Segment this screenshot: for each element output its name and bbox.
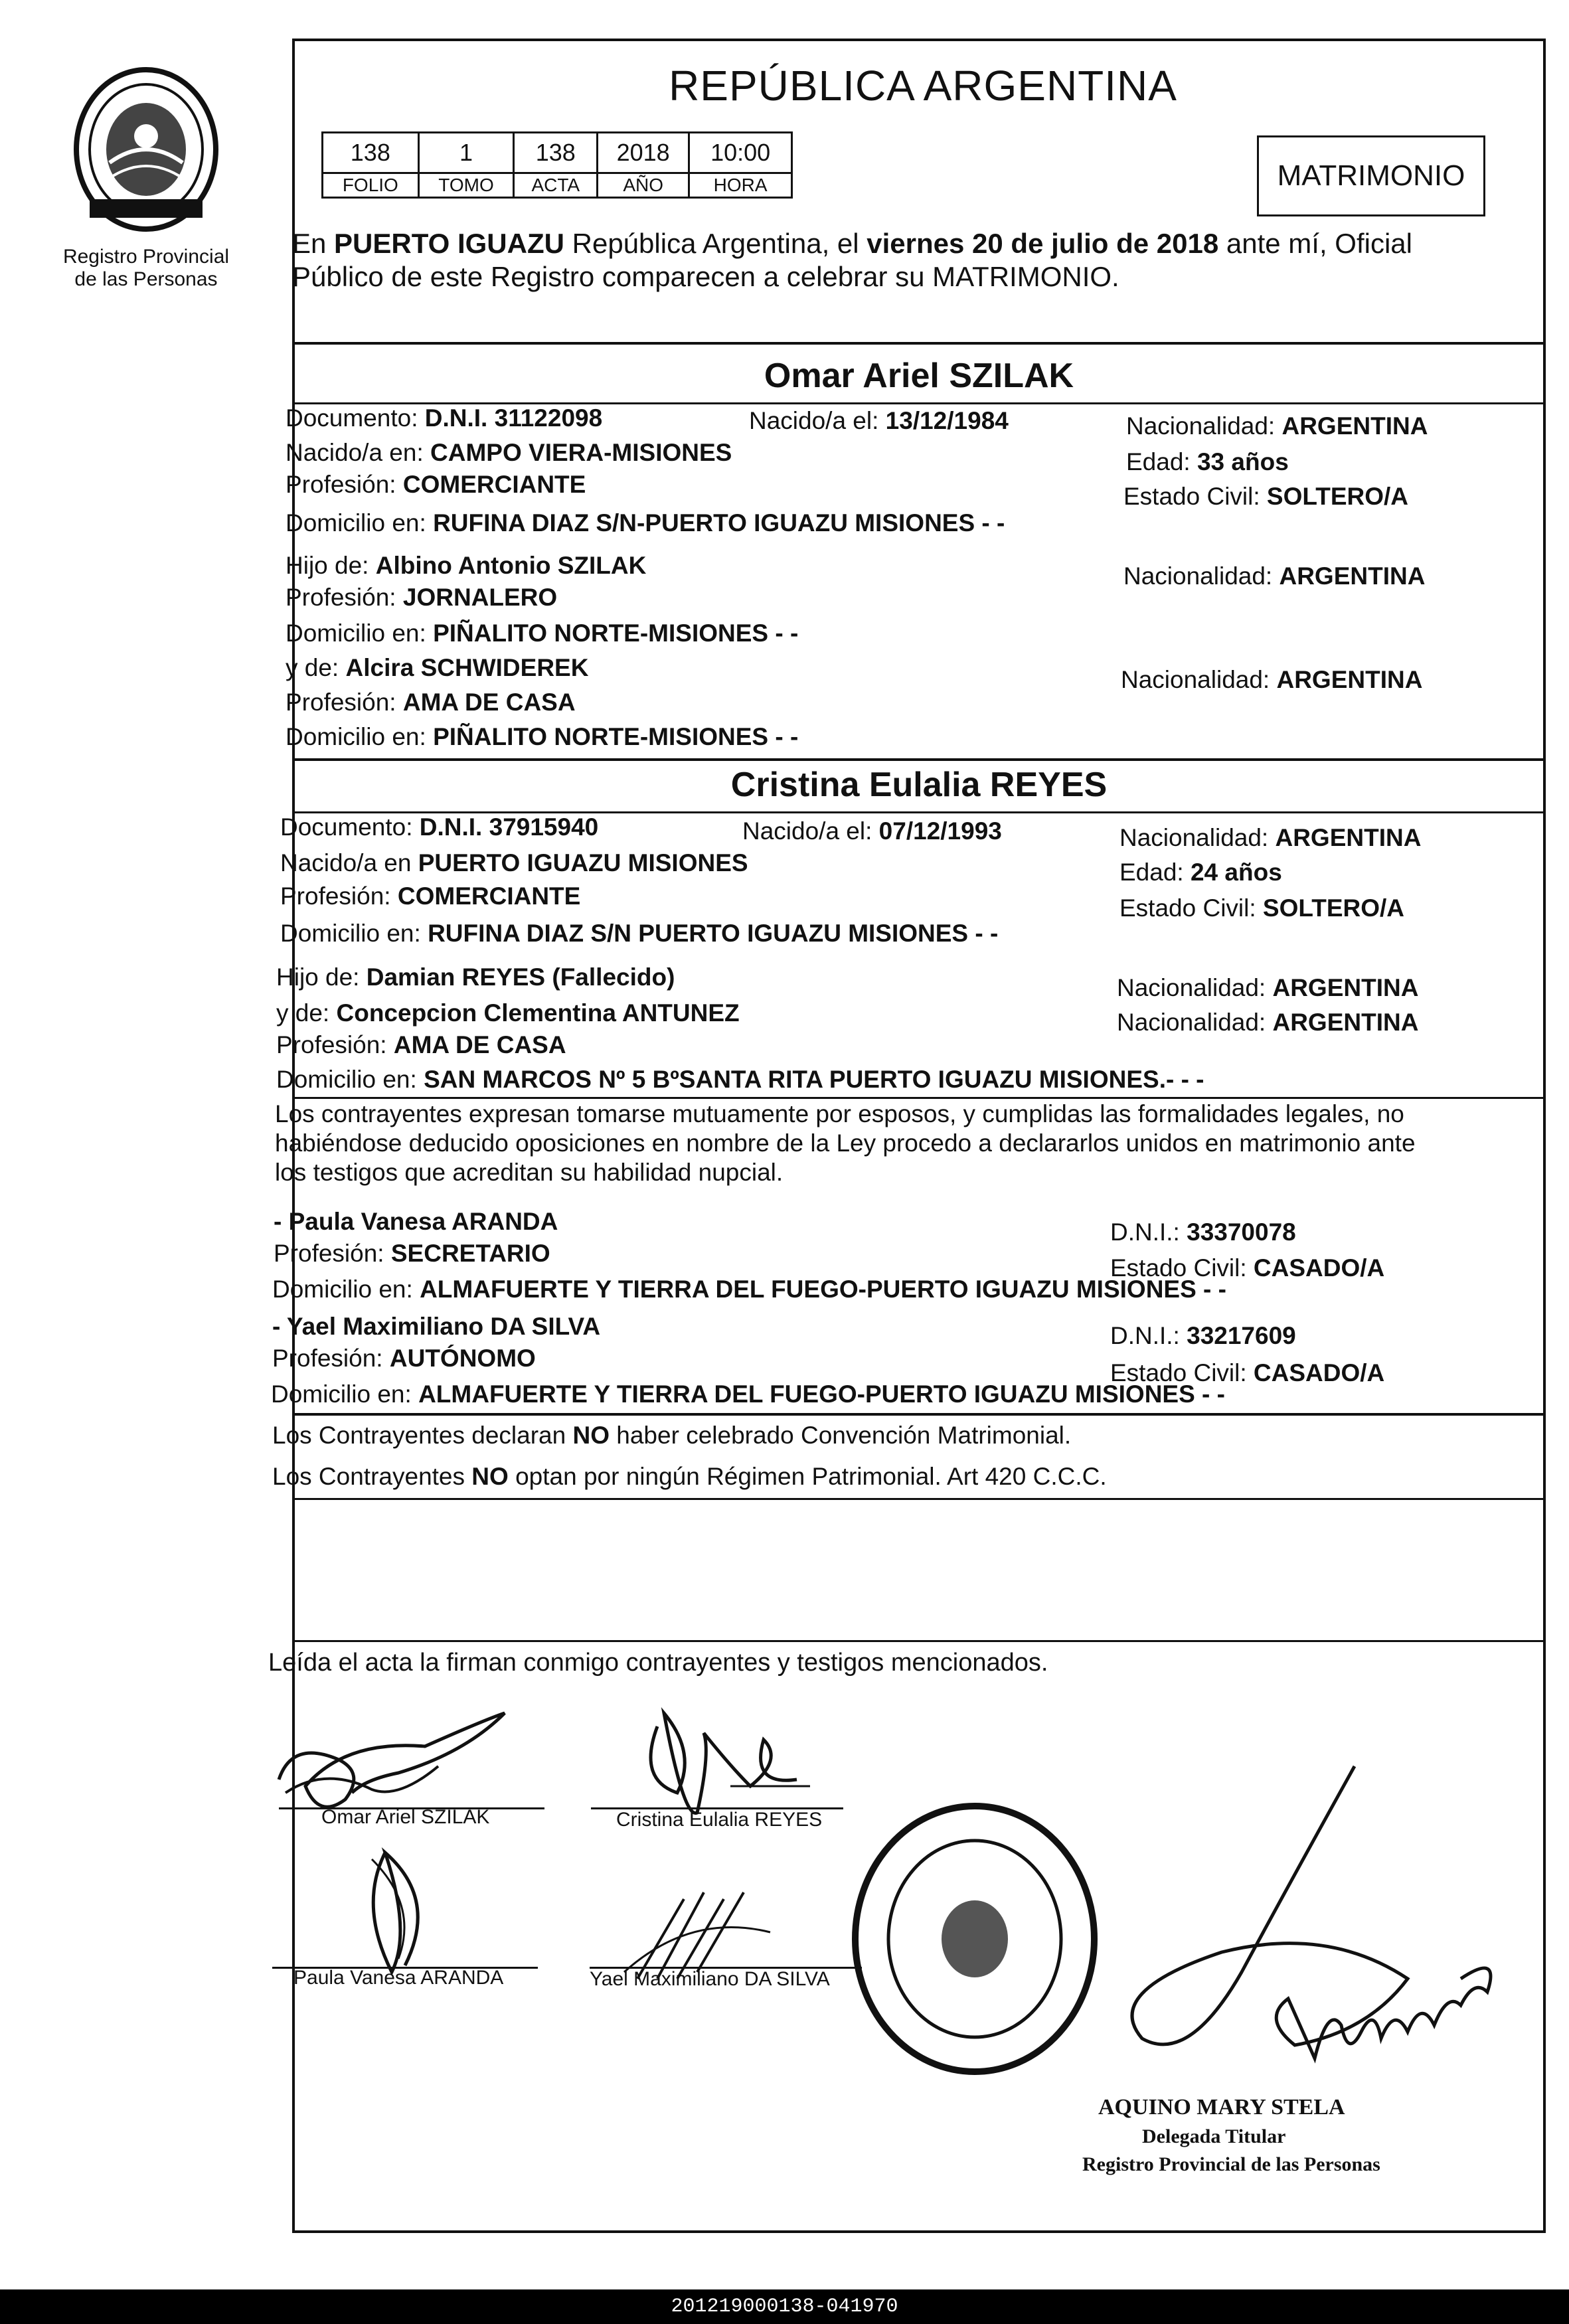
value: Damian REYES (Fallecido) xyxy=(366,963,675,991)
groom-civil-status xyxy=(1123,482,1408,511)
groom-signature-label: Omar Ariel SZILAK xyxy=(321,1806,490,1828)
bride-father-nationality xyxy=(1117,973,1418,1003)
label: Nacionalidad: xyxy=(1121,666,1277,693)
value: AMA DE CASA xyxy=(393,1031,566,1058)
value: ARGENTINA xyxy=(1275,824,1422,851)
groom-age xyxy=(1126,448,1289,477)
label: Nacido/a en xyxy=(280,849,418,876)
groom-father-address xyxy=(286,619,798,648)
bride-mother-address xyxy=(276,1065,1204,1094)
doc-type-label: MATRIMONIO xyxy=(1277,159,1465,192)
bride-birth-date xyxy=(742,817,1002,846)
registry-fields-table xyxy=(321,131,793,199)
witness2-profession xyxy=(272,1344,536,1373)
label: Domicilio en: xyxy=(280,920,428,947)
value: 33 años xyxy=(1197,448,1289,475)
registry-caption xyxy=(40,246,252,291)
intro-city: PUERTO IGUAZU xyxy=(334,228,564,259)
witness1-dni xyxy=(1110,1218,1296,1247)
divider xyxy=(292,342,1546,345)
divider xyxy=(292,1413,1546,1416)
value: PIÑALITO NORTE-MISIONES - - xyxy=(433,620,799,647)
value: SOLTERO/A xyxy=(1266,483,1409,510)
bride-mother-nationality xyxy=(1117,1008,1418,1037)
value: CASADO/A xyxy=(1253,1359,1385,1386)
witness1-signature-icon xyxy=(345,1846,505,1979)
hora-label: HORA xyxy=(689,173,792,198)
value: AMA DE CASA xyxy=(402,689,576,716)
anio-label: AÑO xyxy=(598,173,689,198)
signatures-intro: Leída el acta la firman conmigo contrayentes y testigos mencionados. xyxy=(268,1649,1048,1677)
text: NO xyxy=(471,1463,509,1490)
label: Estado Civil: xyxy=(1119,894,1263,922)
groom-father-nationality xyxy=(1123,562,1425,591)
value: JORNALERO xyxy=(402,584,558,611)
label: Profesión: xyxy=(286,471,403,498)
declaration-text xyxy=(275,1100,1546,1187)
misiones-seal-icon xyxy=(63,63,229,242)
label: Documento: xyxy=(280,813,420,841)
value: 13/12/1984 xyxy=(885,407,1009,434)
convention-statement xyxy=(272,1421,1071,1450)
text: optan por ningún Régimen Patrimonial. Art 420 C.C.C. xyxy=(508,1463,1107,1490)
intro-text xyxy=(292,227,1546,293)
groom-father xyxy=(286,551,646,580)
label: Nacionalidad: xyxy=(1117,974,1273,1001)
value: 33217609 xyxy=(1187,1322,1296,1349)
label: Estado Civil: xyxy=(1110,1359,1254,1386)
declaration-line3: los testigos que acreditan su habilidad nupcial. xyxy=(275,1159,784,1186)
divider xyxy=(292,758,1546,761)
label: Nacionalidad: xyxy=(1123,562,1280,590)
anio-value: 2018 xyxy=(598,133,689,173)
label: D.N.I.: xyxy=(1110,1218,1187,1246)
value: Alcira SCHWIDEREK xyxy=(345,654,589,681)
label: D.N.I.: xyxy=(1110,1322,1187,1349)
value: AUTÓNOMO xyxy=(389,1345,536,1372)
intro-date: viernes 20 de julio de 2018 xyxy=(867,228,1219,259)
bride-address xyxy=(280,919,998,948)
groom-father-profession xyxy=(286,583,557,612)
intro-line1 xyxy=(292,227,1546,260)
text: haber celebrado Convención Matrimonial. xyxy=(610,1422,1072,1449)
value: RUFINA DIAZ S/N-PUERTO IGUAZU MISIONES - - xyxy=(433,509,1005,537)
acta-label: ACTA xyxy=(514,173,598,198)
groom-name: Omar Ariel SZILAK xyxy=(764,357,1074,395)
barcode-footer xyxy=(0,2289,1569,2324)
groom-mother-address xyxy=(286,722,798,752)
intro-p1: En xyxy=(292,228,335,259)
value: SECRETARIO xyxy=(390,1240,550,1267)
text: Los Contrayentes xyxy=(272,1463,472,1490)
registry-caption-line2: de las Personas xyxy=(74,268,218,290)
label: y de: xyxy=(286,654,346,681)
doc-type-box xyxy=(1257,135,1485,216)
label: Nacionalidad: xyxy=(1126,412,1282,440)
tomo-value: 1 xyxy=(418,133,514,173)
label: Profesión: xyxy=(276,1031,394,1058)
witness2-dni xyxy=(1110,1321,1296,1351)
label: Profesión: xyxy=(272,1345,390,1372)
value: RUFINA DIAZ S/N PUERTO IGUAZU MISIONES - - xyxy=(428,920,999,947)
value: ALMAFUERTE Y TIERRA DEL FUEGO-PUERTO IGUAZU MISIONES - - xyxy=(418,1380,1225,1408)
bride-father xyxy=(276,963,675,992)
value: Concepcion Clementina ANTUNEZ xyxy=(336,999,740,1027)
value: CASADO/A xyxy=(1253,1254,1385,1282)
value: CAMPO VIERA-MISIONES xyxy=(430,439,732,466)
value: D.N.I. 31122098 xyxy=(424,404,603,432)
text: NO xyxy=(572,1422,610,1449)
intro-line2: Público de este Registro comparecen a celebrar su MATRIMONIO. xyxy=(292,261,1119,292)
registry-labels-row xyxy=(323,173,792,198)
label: y de: xyxy=(276,999,337,1027)
value: 33370078 xyxy=(1187,1218,1296,1246)
acta-value: 138 xyxy=(514,133,598,173)
value: 24 años xyxy=(1190,859,1282,886)
groom-mother-profession xyxy=(286,688,576,717)
officer-name: AQUINO MARY STELA xyxy=(1098,2095,1345,2119)
declaration-line1: Los contrayentes expresan tomarse mutuamente por esposos, y cumplidas las formalidades legales, no xyxy=(275,1100,1404,1127)
groom-profession xyxy=(286,470,586,499)
bride-civil-status xyxy=(1119,894,1404,923)
label: Estado Civil: xyxy=(1110,1254,1254,1282)
label: Domicilio en: xyxy=(286,509,434,537)
folio-value: 138 xyxy=(323,133,419,173)
label: Edad: xyxy=(1119,859,1191,886)
value: D.N.I. 37915940 xyxy=(419,813,599,841)
registry-logo xyxy=(63,63,229,242)
value: ARGENTINA xyxy=(1281,412,1428,440)
label: Profesión: xyxy=(274,1240,391,1267)
label: Domicilio en: xyxy=(286,620,434,647)
tomo-label: TOMO xyxy=(418,173,514,198)
label: Edad: xyxy=(1126,448,1197,475)
label: Profesión: xyxy=(280,882,398,910)
value: COMERCIANTE xyxy=(397,882,581,910)
value: SOLTERO/A xyxy=(1262,894,1405,922)
value: Albino Antonio SZILAK xyxy=(375,552,647,579)
country-title: REPÚBLICA ARGENTINA xyxy=(669,62,1177,110)
intro-p2: República Argentina, el xyxy=(564,228,867,259)
value: ARGENTINA xyxy=(1272,974,1419,1001)
value: PIÑALITO NORTE-MISIONES - - xyxy=(433,723,799,750)
bride-birthplace xyxy=(280,849,748,878)
bride-document xyxy=(280,813,598,842)
label: Domicilio en: xyxy=(286,723,434,750)
witness1-profession xyxy=(274,1239,550,1268)
label: Hijo de: xyxy=(286,552,376,579)
label: Nacionalidad: xyxy=(1117,1009,1273,1036)
officer-signature-icon xyxy=(1089,1753,1540,2112)
label: Domicilio en: xyxy=(271,1380,419,1408)
groom-address xyxy=(286,509,1005,538)
groom-nationality xyxy=(1126,412,1428,441)
label: Estado Civil: xyxy=(1123,483,1267,510)
registry-stamp-icon xyxy=(842,1793,1108,2085)
value: ARGENTINA xyxy=(1276,666,1423,693)
bride-mother-profession xyxy=(276,1031,566,1060)
value: 07/12/1993 xyxy=(878,817,1002,845)
hora-value: 10:00 xyxy=(689,133,792,173)
groom-birth-date xyxy=(749,406,1009,436)
declaration-line2: habiéndose deducido oposiciones en nombre de la Ley procedo a declararlos unidos en matrimonio ante xyxy=(275,1129,1416,1157)
value: ARGENTINA xyxy=(1279,562,1426,590)
witness1-signature-label: Paula Vanesa ARANDA xyxy=(293,1967,504,1989)
barcode-text: 201219000138-041970 xyxy=(671,2295,898,2318)
bride-profession xyxy=(280,882,580,911)
bride-mother xyxy=(276,999,740,1028)
label: Profesión: xyxy=(286,689,403,716)
label: Hijo de: xyxy=(276,963,367,991)
witness2-signature-label: Yael Maximiliano DA SILVA xyxy=(590,1968,830,1990)
value: COMERCIANTE xyxy=(402,471,586,498)
registry-values-row xyxy=(323,133,792,173)
officer-title: Delegada Titular xyxy=(1142,2125,1286,2147)
witness1-name: - Paula Vanesa ARANDA xyxy=(274,1208,558,1235)
registry-caption-line1: Registro Provincial xyxy=(62,246,230,268)
groom-birthplace xyxy=(286,438,732,467)
groom-mother xyxy=(286,653,588,683)
bride-name: Cristina Eulalia REYES xyxy=(730,766,1108,804)
label: Domicilio en: xyxy=(272,1276,420,1303)
intro-p3: ante mí, Oficial xyxy=(1218,228,1412,259)
divider xyxy=(292,1097,1546,1099)
witness2-address xyxy=(271,1380,1225,1409)
label: Nacido/a el: xyxy=(742,817,879,845)
text: Los Contrayentes declaran xyxy=(272,1422,573,1449)
groom-document xyxy=(286,404,602,433)
label: Profesión: xyxy=(286,584,403,611)
regime-statement xyxy=(272,1462,1107,1491)
bride-nationality xyxy=(1119,823,1421,853)
bride-age xyxy=(1119,858,1282,887)
value: ARGENTINA xyxy=(1272,1009,1419,1036)
label: Nacido/a el: xyxy=(749,407,886,434)
witness1-address xyxy=(272,1275,1226,1304)
value: SAN MARCOS Nº 5 BºSANTA RITA PUERTO IGUAZU MISIONES.- - - xyxy=(424,1066,1204,1093)
groom-mother-nationality xyxy=(1121,665,1422,695)
label: Domicilio en: xyxy=(276,1066,424,1093)
label: Nacido/a en: xyxy=(286,439,431,466)
folio-label: FOLIO xyxy=(323,173,419,198)
officer-org: Registro Provincial de las Personas xyxy=(1082,2153,1380,2175)
bride-signature-label: Cristina Eulalia REYES xyxy=(616,1809,823,1831)
value: ALMAFUERTE Y TIERRA DEL FUEGO-PUERTO IGUAZU MISIONES - - xyxy=(420,1276,1226,1303)
divider xyxy=(292,1640,1546,1642)
value: PUERTO IGUAZU MISIONES xyxy=(418,849,748,876)
label: Documento: xyxy=(286,404,425,432)
witness2-name: - Yael Maximiliano DA SILVA xyxy=(272,1313,601,1340)
divider xyxy=(292,1498,1546,1500)
label: Nacionalidad: xyxy=(1119,824,1276,851)
